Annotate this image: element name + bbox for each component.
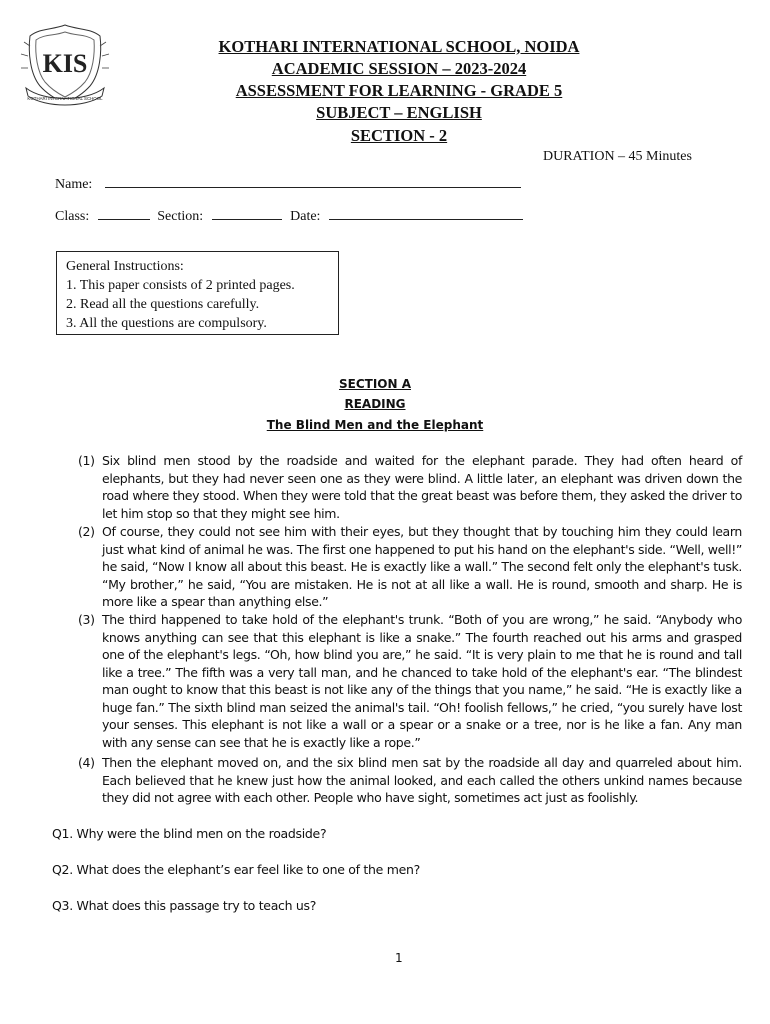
instruction-item: 1. This paper consists of 2 printed pages.: [66, 278, 295, 293]
question-2: Q2. What does the elephant’s ear feel like to one of the men?: [52, 862, 420, 877]
subject-title: SUBJECT – ENGLISH: [316, 103, 482, 122]
passage-paragraph: [78, 754, 742, 807]
academic-session: ACADEMIC SESSION – 2023-2024: [271, 59, 527, 78]
name-field[interactable]: [105, 173, 521, 188]
duration: DURATION – 45 Minutes: [543, 149, 692, 164]
passage-title: The Blind Men and the Elephant: [266, 418, 484, 432]
general-instructions-box: [56, 251, 339, 335]
class-label: Class:: [55, 209, 90, 224]
paragraph-number: (2): [78, 524, 95, 539]
passage-paragraph: [78, 523, 742, 611]
class-row: [55, 205, 523, 227]
question-3: Q3. What does this passage try to teach us?: [52, 898, 317, 913]
section-label: Section:: [157, 209, 204, 224]
school-name: KOTHARI INTERNATIONAL SCHOOL, NOIDA: [218, 37, 580, 56]
paragraph-number: (4): [78, 755, 95, 770]
page-number: 1: [395, 951, 403, 965]
logo-letters: KIS: [42, 49, 88, 78]
class-field[interactable]: [98, 205, 150, 220]
instruction-item: 3. All the questions are compulsory.: [66, 316, 267, 331]
passage-paragraph: [78, 611, 742, 751]
name-label: Name:: [55, 177, 93, 192]
date-field[interactable]: [329, 205, 523, 220]
assessment-title: ASSESSMENT FOR LEARNING - GRADE 5: [235, 81, 563, 100]
paragraph-number: (1): [78, 453, 95, 468]
instruction-item: 2. Read all the questions carefully.: [66, 297, 260, 312]
section-field[interactable]: [212, 205, 282, 220]
paragraph-text: Then the elephant moved on, and the six blind men sat by the roadside all day and quarreled about him. Each believed that he knew just how the animal looked, and each called the others unkind names because they did not agree with each other. People who have sight, sometimes act just as foolishly.: [102, 755, 742, 805]
paragraph-number: (3): [78, 612, 95, 627]
passage-paragraph: [78, 452, 742, 522]
instructions-title: General Instructions:: [66, 259, 184, 274]
paragraph-text: Of course, they could not see him with their eyes, but they thought that by touching him they could learn just what kind of animal he was. The first one happened to put his hand on the elephant's side. “Well, well!” he said, “Now I know all about this beast. He is exactly like a wall.” The second felt only the elephant's tusk. “My brother,” he said, “You are mistaken. He is not at all like a wall. He is round, smooth and sharp. He is more like a spear than anything else.”: [102, 524, 742, 609]
section-a-heading: SECTION A: [338, 377, 411, 391]
reading-heading: READING: [344, 397, 406, 411]
question-1: Q1. Why were the blind men on the roadside?: [52, 826, 327, 841]
paragraph-text: Six blind men stood by the roadside and waited for the elephant parade. They had often heard of elephants, but they had never seen one as they were blind. A little later, an elephant was driven down the road where they stood. When they were told that the great beast was before them, they asked the driver to let him stop so that they might see him.: [102, 453, 742, 521]
name-row: [55, 173, 521, 195]
date-label: Date:: [290, 209, 321, 224]
logo-ribbon-text: KOTHARI INTERNATIONAL SCHOOL: [27, 96, 103, 101]
paragraph-text: The third happened to take hold of the elephant's trunk. “Both of you are wrong,” he said. “Anybody who knows anything can see that this elephant is like a snake.” The fourth reached out his arms and grasped one of the elephant's legs. “Oh, how blind you are,” he said. “It is very plain to me that he is round and tall like a tree.” The fifth was a very tall man, and he chanced to take hold of the elephant's ear. “The blindest man ought to know that this beast is not like any of the things that you name,” he said. “He is exactly like a huge fan.” The sixth blind man seized the animal's tail. “Oh! foolish fellows,” he cried, “you surely have lost your senses. This elephant is not like a wall or a spear or a snake or a tree, nor is he like a fan. Any man with any sense can see that he is exactly like a rope.”: [102, 612, 742, 750]
section-title: SECTION - 2: [350, 126, 448, 145]
